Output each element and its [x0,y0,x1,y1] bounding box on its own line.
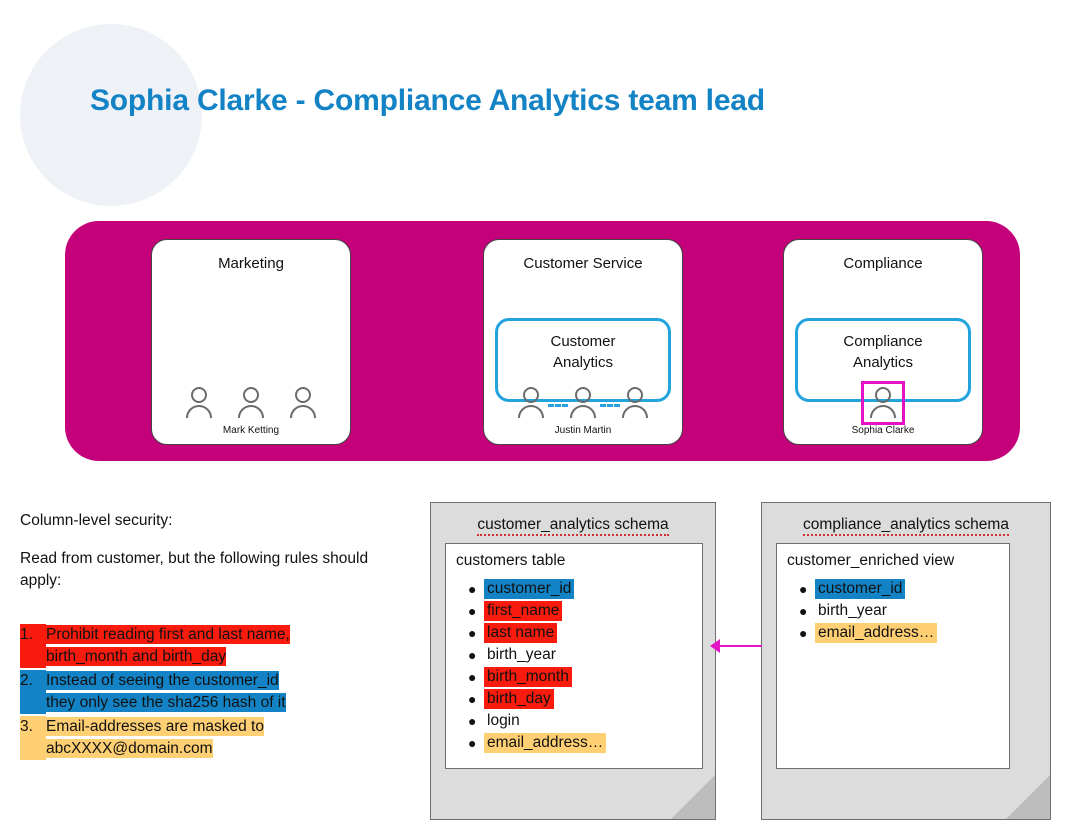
column-name: login [487,712,520,729]
rule-line: they only see the sha256 hash of it [46,694,286,711]
department-member: Justin Martin [554,425,612,436]
rule-line: abcXXXX@domain.com [46,740,213,757]
bullet-icon: ● [468,713,477,729]
department-title: Customer Service [523,255,643,272]
team-link [600,404,620,407]
table-name: customers table [456,552,566,569]
schema-title-text: compliance_analytics schema [803,516,1009,536]
person-icon [288,386,318,420]
bullet-icon: ● [468,603,477,619]
rule-text [46,716,264,760]
rule-number: 3. [20,716,46,760]
rule-item [20,624,410,668]
schema-card-customer-analytics [430,502,716,820]
column-row [468,622,704,644]
page-corner-fold [671,775,715,819]
rule-text [46,624,290,668]
rule-line: Email-addresses are masked to [46,718,264,735]
department-title: Marketing [218,255,284,272]
subgroup-label-line1: Compliance [843,333,923,350]
column-list [799,578,1012,644]
rule-number: 2. [20,670,46,714]
subgroup-label [798,331,968,373]
rules-list [20,624,410,762]
column-row [799,578,1012,600]
page-corner-fold [1006,775,1050,819]
schema-title-text: customer_analytics schema [477,516,668,536]
column-name: customer_id [815,579,905,599]
column-row [799,600,1012,622]
lineage-arrow-line [714,645,762,647]
column-row [468,600,704,622]
column-name: first_name [484,601,562,621]
column-name: email_address… [484,733,606,753]
bullet-icon: ● [468,647,477,663]
selected-person-highlight [861,381,905,425]
department-member: Sophia Clarke [851,425,915,436]
column-name: birth_day [484,689,554,709]
column-name: email_address… [815,623,937,643]
rule-text [46,670,286,714]
team-link [548,404,568,407]
bullet-icon: ● [468,669,477,685]
person-icon [568,386,598,420]
bullet-icon: ● [468,625,477,641]
schema-title [431,516,715,534]
view-name: customer_enriched view [787,552,955,569]
person-icon [620,386,650,420]
rule-line: Instead of seeing the customer_id [46,672,279,689]
column-row [799,622,1012,644]
column-row [468,732,704,754]
person-icon [236,386,266,420]
bullet-icon: ● [468,581,477,597]
column-row [468,688,704,710]
lineage-arrow-head [710,639,720,653]
rule-item [20,716,410,760]
bullet-icon: ● [799,603,808,619]
column-name: customer_id [484,579,574,599]
schema-title [762,516,1050,534]
person-icon [516,386,546,420]
rule-line: Prohibit reading first and last name, [46,626,290,643]
person-icon [184,386,214,420]
column-row [468,578,704,600]
column-level-security-label: Column-level security: [20,512,173,529]
column-row [468,666,704,688]
column-name: birth_year [487,646,556,663]
schema-card-compliance-analytics [761,502,1051,820]
read-rules-label: Read from customer, but the following rules should apply: [20,550,369,589]
column-name: last name [484,623,557,643]
bullet-icon: ● [468,735,477,751]
schema-object-box [445,543,703,769]
bullet-icon: ● [799,625,808,641]
subgroup-label-line2: Analytics [852,354,914,371]
page-title: Sophia Clarke - Compliance Analytics team lead [90,84,765,117]
subgroup-label-line1: Customer [550,333,616,350]
rule-item [20,670,410,714]
bullet-icon: ● [468,691,477,707]
column-list [468,578,704,754]
subgroup-label-line2: Analytics [552,354,614,371]
rule-number: 1. [20,624,46,668]
schema-object-box [776,543,1010,769]
department-member: Mark Ketting [222,425,280,436]
column-row [468,710,704,732]
bullet-icon: ● [799,581,808,597]
rule-line: birth_month and birth_day [46,648,227,665]
department-title: Compliance [843,255,923,272]
column-row [468,644,704,666]
column-name: birth_month [484,667,572,687]
subgroup-label [498,331,668,373]
column-name: birth_year [818,602,887,619]
